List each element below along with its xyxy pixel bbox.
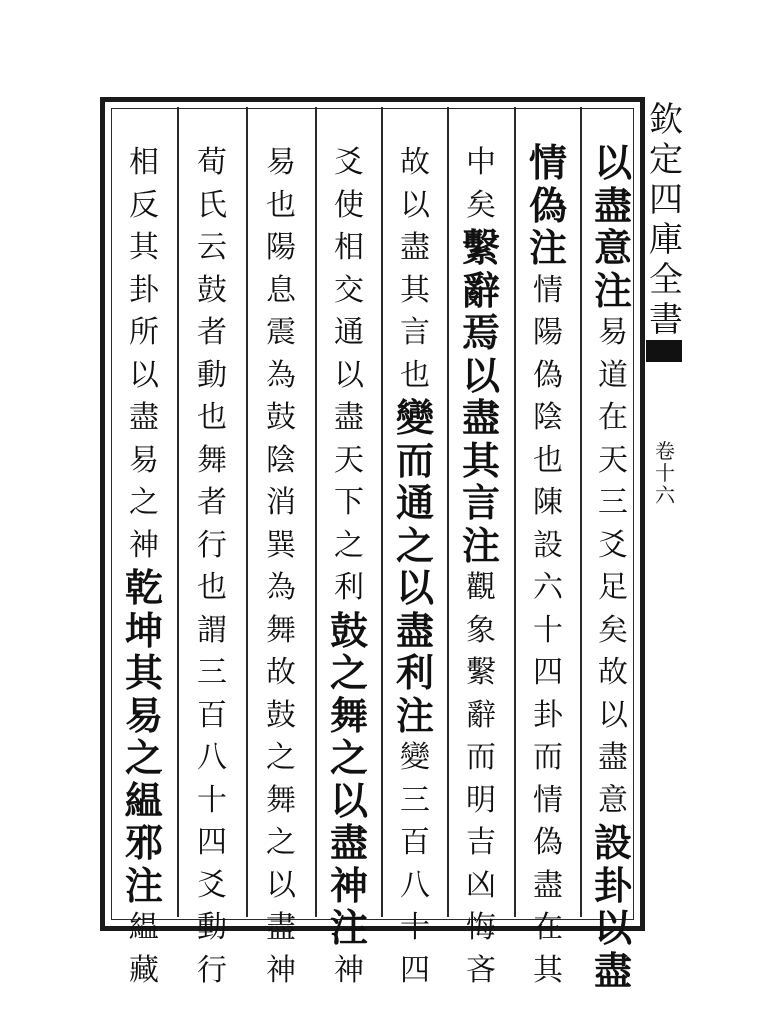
commentary-char: 易 [266, 145, 296, 180]
commentary-char: 十 [197, 782, 227, 818]
commentary-char: 鼓 [266, 697, 296, 733]
main-text-char: 之 [329, 735, 368, 780]
main-text-char: 易 [124, 692, 163, 738]
commentary-char: 也 [533, 442, 563, 478]
commentary-char: 盡 [129, 400, 159, 435]
commentary-char: 吝 [466, 952, 496, 988]
commentary-segment [533, 270, 563, 993]
commentary-char: 之 [266, 825, 296, 860]
commentary-char: 陰 [266, 442, 296, 478]
column-rule [580, 107, 582, 917]
commentary-segment [334, 950, 364, 993]
commentary-char: 三 [400, 782, 430, 818]
commentary-char: 故 [400, 145, 430, 180]
main-text-char: 舞 [329, 692, 368, 738]
margin-title-char: 全 [649, 260, 683, 300]
commentary-char: 四 [533, 655, 563, 690]
main-text-char: 邪 [124, 820, 163, 865]
main-text-segment [396, 397, 434, 737]
commentary-char: 以 [334, 357, 364, 393]
main-text-char: 利 [395, 650, 434, 695]
commentary-char: 故 [266, 655, 296, 690]
commentary-char: 行 [197, 527, 227, 563]
main-text-char: 辭 [461, 267, 500, 313]
commentary-char: 三 [197, 655, 227, 690]
commentary-segment [400, 737, 430, 992]
commentary-char: 為 [266, 357, 296, 393]
margin-title-char: 四 [649, 180, 683, 220]
commentary-char: 動 [197, 357, 227, 393]
volume-label [650, 440, 680, 506]
main-text-char: 通 [395, 480, 434, 525]
main-text-char: 卦 [593, 862, 632, 908]
main-text-char: 設 [593, 820, 632, 865]
commentary-char: 之 [334, 527, 364, 563]
commentary-char: 云 [197, 230, 227, 265]
commentary-char: 凶 [466, 867, 496, 903]
commentary-char: 其 [400, 272, 430, 308]
commentary-char: 盡 [400, 230, 430, 265]
commentary-char: 之 [266, 740, 296, 775]
commentary-char: 者 [197, 485, 227, 520]
commentary-char: 情 [533, 272, 563, 308]
commentary-char: 繫 [466, 655, 496, 690]
commentary-char: 動 [197, 910, 227, 945]
commentary-char: 神 [334, 952, 364, 988]
commentary-char: 易 [598, 315, 628, 350]
commentary-char: 卦 [533, 697, 563, 733]
main-text-char: 乾 [124, 565, 163, 610]
main-text-char: 而 [395, 437, 434, 483]
commentary-char: 偽 [533, 357, 563, 393]
text-column-2 [522, 142, 574, 992]
commentary-char: 相 [129, 145, 159, 180]
commentary-char: 足 [598, 570, 628, 605]
commentary-char: 百 [400, 825, 430, 860]
commentary-char: 下 [334, 485, 364, 520]
commentary-char: 吉 [466, 825, 496, 860]
commentary-segment [598, 312, 628, 822]
commentary-char: 之 [129, 485, 159, 520]
commentary-char: 天 [334, 442, 364, 478]
main-text-segment [329, 607, 368, 950]
main-text-char: 盡 [593, 182, 632, 228]
main-text-char: 盡 [593, 947, 632, 993]
text-column-3 [455, 142, 507, 992]
main-text-char: 意 [593, 225, 632, 270]
commentary-char: 鼓 [266, 400, 296, 435]
commentary-char: 舞 [197, 442, 227, 478]
commentary-char: 藏 [129, 952, 159, 988]
commentary-char: 以 [598, 697, 628, 733]
text-column-4 [389, 142, 441, 992]
commentary-segment [129, 907, 159, 992]
commentary-char: 鼓 [197, 272, 227, 308]
main-text-char: 其 [461, 437, 500, 483]
margin-title-char: 書 [649, 300, 683, 340]
commentary-char: 行 [197, 952, 227, 988]
commentary-char: 陰 [533, 400, 563, 435]
commentary-char: 辭 [466, 697, 496, 733]
commentary-char: 反 [129, 187, 159, 223]
commentary-char: 盡 [266, 910, 296, 945]
commentary-char: 陽 [533, 315, 563, 350]
commentary-char: 易 [129, 442, 159, 478]
main-text-char: 坤 [124, 607, 163, 653]
commentary-segment [400, 142, 430, 397]
main-text-char: 注 [395, 692, 434, 738]
commentary-char: 象 [466, 612, 496, 648]
fish-tail-mark [646, 340, 682, 362]
commentary-char: 爻 [334, 145, 364, 180]
main-text-char: 之 [395, 522, 434, 568]
commentary-char: 交 [334, 272, 364, 308]
commentary-char: 以 [266, 867, 296, 903]
column-rule [177, 107, 179, 917]
commentary-char: 相 [334, 230, 364, 265]
commentary-char: 言 [400, 315, 430, 350]
commentary-char: 設 [533, 527, 563, 563]
volume-char: 十 [655, 461, 675, 485]
main-text-char: 言 [461, 480, 500, 525]
main-text-char: 注 [329, 905, 368, 950]
main-text-char: 注 [593, 267, 632, 313]
column-rule [246, 107, 248, 917]
text-column-7 [186, 142, 238, 992]
commentary-char: 荀 [197, 145, 227, 180]
commentary-char: 以 [400, 187, 430, 223]
column-rule [315, 107, 317, 917]
margin-title-char: 定 [649, 140, 683, 180]
main-text-char: 偽 [528, 182, 567, 228]
commentary-char: 氏 [197, 187, 227, 223]
commentary-segment [334, 142, 364, 610]
commentary-char: 天 [598, 442, 628, 478]
text-column-1 [587, 142, 639, 992]
text-column-6 [255, 142, 307, 992]
main-text-segment [594, 142, 632, 312]
commentary-char: 使 [334, 187, 364, 223]
commentary-char: 意 [598, 782, 628, 818]
margin-title-char: 庫 [649, 220, 683, 260]
column-rule [381, 107, 383, 917]
main-text-char: 以 [329, 777, 368, 823]
main-text-char: 以 [461, 352, 500, 398]
margin-title [647, 100, 685, 340]
commentary-segment [466, 567, 496, 992]
commentary-char: 四 [400, 952, 430, 988]
main-text-char: 緼 [124, 777, 163, 823]
commentary-char: 神 [266, 952, 296, 988]
commentary-char: 八 [400, 867, 430, 903]
margin-title-char: 欽 [649, 100, 683, 140]
commentary-char: 緼 [129, 910, 159, 945]
main-text-char: 之 [124, 735, 163, 780]
commentary-char: 消 [266, 485, 296, 520]
main-text-char: 情 [528, 140, 567, 185]
commentary-char: 在 [533, 910, 563, 945]
commentary-char: 偽 [533, 825, 563, 860]
commentary-char: 也 [197, 570, 227, 605]
commentary-char: 利 [334, 570, 364, 605]
commentary-char: 道 [598, 357, 628, 393]
commentary-char: 也 [266, 187, 296, 223]
commentary-segment [129, 142, 159, 567]
main-text-char: 變 [395, 395, 434, 440]
commentary-char: 變 [400, 740, 430, 775]
commentary-char: 故 [598, 655, 628, 690]
main-text-segment [462, 227, 500, 567]
commentary-char: 其 [533, 952, 563, 988]
main-text-char: 焉 [461, 310, 500, 355]
main-text-char: 盡 [461, 395, 500, 440]
commentary-char: 卦 [129, 272, 159, 308]
main-text-char: 其 [124, 650, 163, 695]
commentary-char: 也 [197, 400, 227, 435]
main-text-char: 以 [593, 140, 632, 185]
commentary-char: 爻 [197, 867, 227, 903]
commentary-char: 在 [598, 400, 628, 435]
main-text-char: 鼓 [329, 607, 368, 653]
commentary-char: 情 [533, 782, 563, 818]
commentary-char: 八 [197, 740, 227, 775]
main-text-char: 盡 [329, 820, 368, 865]
commentary-char: 十 [533, 612, 563, 648]
commentary-char: 中 [466, 145, 496, 180]
main-text-char: 以 [395, 565, 434, 610]
commentary-char: 舞 [266, 782, 296, 818]
column-rule [447, 107, 449, 917]
commentary-char: 盡 [598, 740, 628, 775]
commentary-char: 六 [533, 570, 563, 605]
commentary-char: 通 [334, 315, 364, 350]
main-text-char: 注 [124, 862, 163, 908]
main-text-char: 之 [329, 650, 368, 695]
text-column-8 [118, 142, 170, 992]
main-text-char: 盡 [395, 607, 434, 653]
commentary-char: 陳 [533, 485, 563, 520]
commentary-char: 而 [533, 740, 563, 775]
commentary-char: 震 [266, 315, 296, 350]
commentary-char: 息 [266, 272, 296, 308]
volume-char: 六 [655, 483, 675, 507]
column-rule [514, 107, 516, 917]
commentary-char: 者 [197, 315, 227, 350]
text-column-5 [323, 142, 375, 992]
commentary-char: 以 [129, 357, 159, 393]
commentary-char: 矣 [598, 612, 628, 648]
commentary-segment [266, 142, 296, 992]
commentary-char: 悔 [466, 910, 496, 945]
commentary-char: 也 [400, 357, 430, 393]
commentary-char: 矣 [466, 187, 496, 223]
main-text-segment [529, 142, 567, 270]
commentary-char: 四 [197, 825, 227, 860]
main-text-segment [594, 822, 632, 992]
commentary-char: 百 [197, 697, 227, 733]
main-text-char: 神 [329, 862, 368, 908]
commentary-char: 神 [129, 527, 159, 563]
commentary-char: 舞 [266, 612, 296, 648]
commentary-segment [466, 142, 496, 227]
commentary-char: 三 [598, 485, 628, 520]
commentary-char: 巽 [266, 527, 296, 563]
commentary-char: 謂 [197, 612, 227, 648]
commentary-char: 盡 [533, 867, 563, 903]
commentary-char: 所 [129, 315, 159, 350]
volume-char: 卷 [655, 439, 675, 463]
commentary-char: 其 [129, 230, 159, 265]
main-text-char: 注 [461, 522, 500, 568]
commentary-char: 明 [466, 782, 496, 818]
commentary-char: 觀 [466, 570, 496, 605]
main-text-segment [125, 567, 163, 907]
commentary-char: 盡 [334, 400, 364, 435]
commentary-char: 為 [266, 570, 296, 605]
commentary-char: 而 [466, 740, 496, 775]
main-text-char: 繫 [461, 225, 500, 270]
commentary-segment [197, 142, 227, 992]
commentary-char: 陽 [266, 230, 296, 265]
commentary-char: 十 [400, 910, 430, 945]
main-text-char: 以 [593, 905, 632, 950]
main-text-char: 注 [528, 225, 567, 270]
commentary-char: 爻 [598, 527, 628, 563]
